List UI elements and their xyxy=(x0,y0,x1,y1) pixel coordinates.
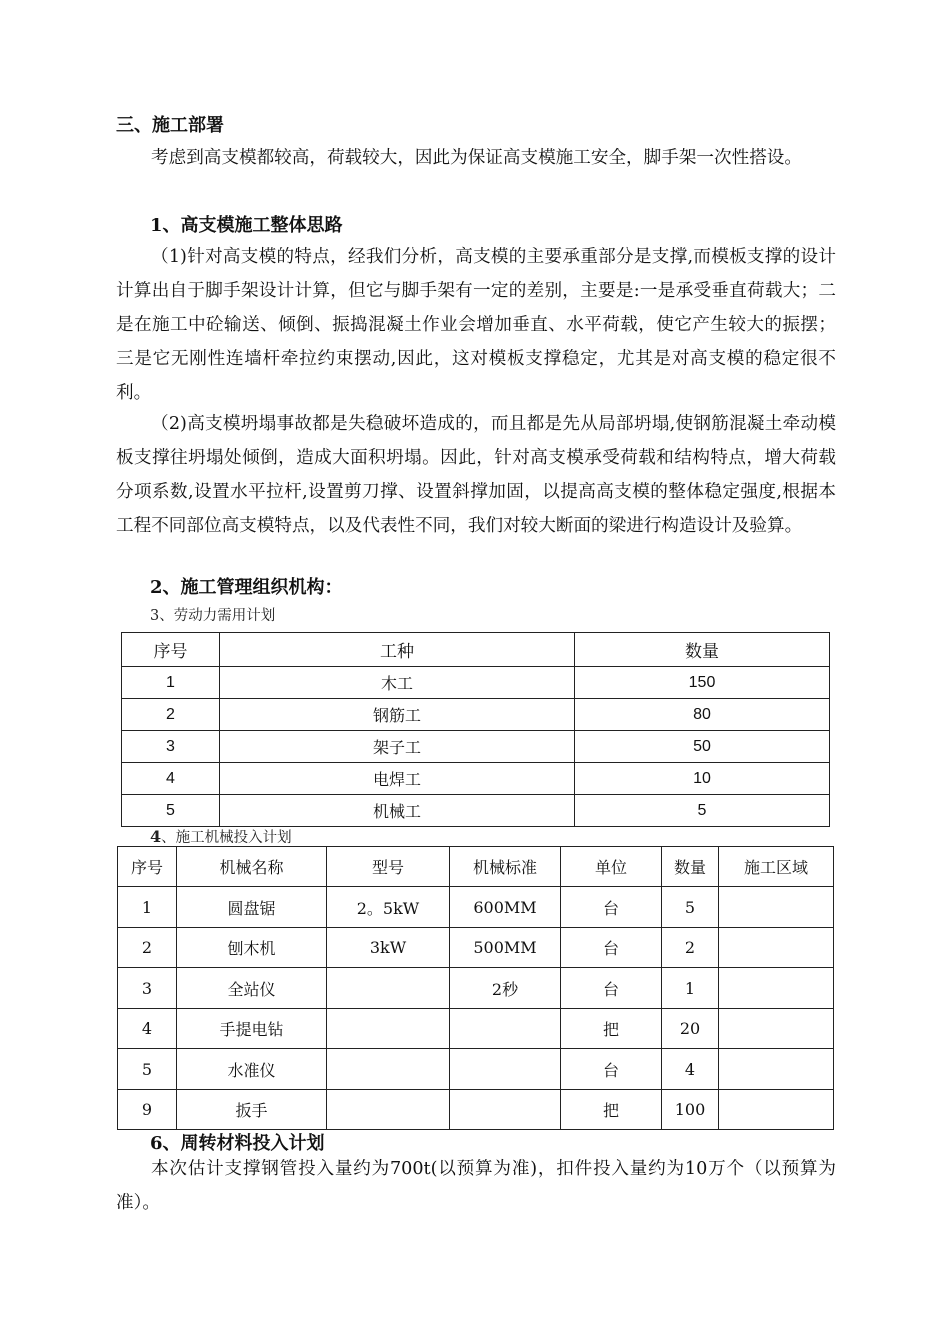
machinery-header-cell: 机械标准 xyxy=(450,847,561,887)
labor-table xyxy=(121,632,830,827)
table-cell xyxy=(719,1009,834,1049)
table-cell: 扳手 xyxy=(177,1090,327,1130)
table-cell: 2。5kW xyxy=(327,887,450,928)
table-row xyxy=(122,795,830,827)
table-cell: 机械工 xyxy=(220,795,575,827)
table-row xyxy=(122,667,830,699)
part1-paragraph-1: （1)针对高支模的特点，经我们分析，高支模的主要承重部分是支撑,而模板支撑的设计计算出自于脚手架设计计算，但它与脚手架有一定的差别，主要是:一是承受垂直荷载大；二是在施工中砼输送、倾倒、振捣混凝土作业会增加垂直、水平荷载，使它产生较大的振摆；三是它无刚性连墙杆牵拉约束摆动,因此，这对模板支撑稳定，尤其是对高支模的稳定很不利。 xyxy=(116,247,836,403)
table-row xyxy=(118,968,834,1009)
table-cell xyxy=(719,1049,834,1090)
table-cell: 5 xyxy=(662,887,719,928)
table-row xyxy=(122,731,830,763)
machinery-table xyxy=(117,846,834,1130)
table-cell: 电焊工 xyxy=(220,763,575,795)
labor-header-cell: 工种 xyxy=(220,633,575,667)
table-cell: 1 xyxy=(662,968,719,1009)
intro-paragraph: 考虑到高支模都较高，荷载较大，因此为保证高支模施工安全，脚手架一次性搭设。 xyxy=(151,148,802,168)
table-cell: 10 xyxy=(575,763,830,795)
table-cell: 9 xyxy=(118,1090,177,1130)
table-cell: 600MM xyxy=(450,887,561,928)
section-title: 三、施工部署 xyxy=(116,115,224,136)
table-cell xyxy=(450,1090,561,1130)
table-cell: 2 xyxy=(118,928,177,968)
table-cell xyxy=(719,928,834,968)
table-cell xyxy=(327,968,450,1009)
part4-title-number: 4 xyxy=(150,827,162,846)
table-row xyxy=(118,1009,834,1049)
table-cell: 水准仪 xyxy=(177,1049,327,1090)
machinery-header-cell: 型号 xyxy=(327,847,450,887)
table-cell: 台 xyxy=(561,968,662,1009)
table-cell xyxy=(450,1009,561,1049)
table-row xyxy=(122,699,830,731)
table-cell: 3 xyxy=(118,968,177,1009)
table-cell: 台 xyxy=(561,1049,662,1090)
part1-title: 1、高支模施工整体思路 xyxy=(150,215,343,236)
table-cell: 把 xyxy=(561,1090,662,1130)
table-cell: 80 xyxy=(575,699,830,731)
table-cell: 5 xyxy=(118,1049,177,1090)
labor-header-cell: 序号 xyxy=(122,633,220,667)
table-cell: 20 xyxy=(662,1009,719,1049)
table-cell: 50 xyxy=(575,731,830,763)
table-cell xyxy=(719,968,834,1009)
table-row xyxy=(118,1090,834,1130)
table-cell: 2 xyxy=(662,928,719,968)
table-cell: 钢筋工 xyxy=(220,699,575,731)
table-cell: 3kW xyxy=(327,928,450,968)
table-row xyxy=(118,928,834,968)
table-cell: 1 xyxy=(118,887,177,928)
machinery-header-cell: 单位 xyxy=(561,847,662,887)
machinery-header-row xyxy=(118,847,834,887)
machinery-header-cell: 机械名称 xyxy=(177,847,327,887)
table-cell: 架子工 xyxy=(220,731,575,763)
table-cell: 全站仪 xyxy=(177,968,327,1009)
table-cell xyxy=(327,1009,450,1049)
labor-header-cell: 数量 xyxy=(575,633,830,667)
table-row xyxy=(118,1049,834,1090)
machinery-header-cell: 数量 xyxy=(662,847,719,887)
part2-title: 2、施工管理组织机构： xyxy=(150,577,343,598)
part4-title xyxy=(150,827,292,848)
table-cell: 100 xyxy=(662,1090,719,1130)
table-cell: 手提电钻 xyxy=(177,1009,327,1049)
table-cell: 1 xyxy=(122,667,220,699)
table-cell xyxy=(719,1090,834,1130)
table-cell: 木工 xyxy=(220,667,575,699)
table-cell: 台 xyxy=(561,928,662,968)
table-cell: 圆盘锯 xyxy=(177,887,327,928)
part1-paragraph-2: （2)高支模坍塌事故都是失稳破坏造成的，而且都是先从局部坍塌,使钢筋混凝土牵动模板支撑往坍塌处倾倒，造成大面积坍塌。因此，针对高支模承受荷载和结构特点，增大荷载分项系数,设置水平拉杆,设置剪刀撑、设置斜撑加固，以提高高支模的整体稳定强度,根据本工程不同部位高支模特点，以及代表性不同，我们对较大断面的梁进行构造设计及验算。 xyxy=(116,414,836,536)
part3-title: 3、劳动力需用计划 xyxy=(150,608,276,624)
table-cell: 台 xyxy=(561,887,662,928)
table-cell: 3 xyxy=(122,731,220,763)
table-cell: 4 xyxy=(662,1049,719,1090)
table-cell: 150 xyxy=(575,667,830,699)
machinery-header-cell: 施工区域 xyxy=(719,847,834,887)
table-cell: 5 xyxy=(575,795,830,827)
table-cell: 5 xyxy=(122,795,220,827)
table-cell xyxy=(327,1090,450,1130)
table-cell xyxy=(719,887,834,928)
table-cell: 2 xyxy=(122,699,220,731)
table-cell: 刨木机 xyxy=(177,928,327,968)
labor-header-row xyxy=(122,633,830,667)
part4-title-text: 、施工机械投入计划 xyxy=(161,830,292,846)
machinery-header-cell: 序号 xyxy=(118,847,177,887)
table-cell xyxy=(327,1049,450,1090)
table-cell: 500MM xyxy=(450,928,561,968)
table-row xyxy=(118,887,834,928)
table-row xyxy=(122,763,830,795)
table-cell: 把 xyxy=(561,1009,662,1049)
table-cell: 4 xyxy=(118,1009,177,1049)
table-cell: 2秒 xyxy=(450,968,561,1009)
part6-paragraph: 本次估计支撑钢管投入量约为700t(以预算为准)，扣件投入量约为10万个（以预算为准）。 xyxy=(116,1159,836,1213)
table-cell: 4 xyxy=(122,763,220,795)
table-cell xyxy=(450,1049,561,1090)
part6-title: 6、周转材料投入计划 xyxy=(150,1133,325,1154)
